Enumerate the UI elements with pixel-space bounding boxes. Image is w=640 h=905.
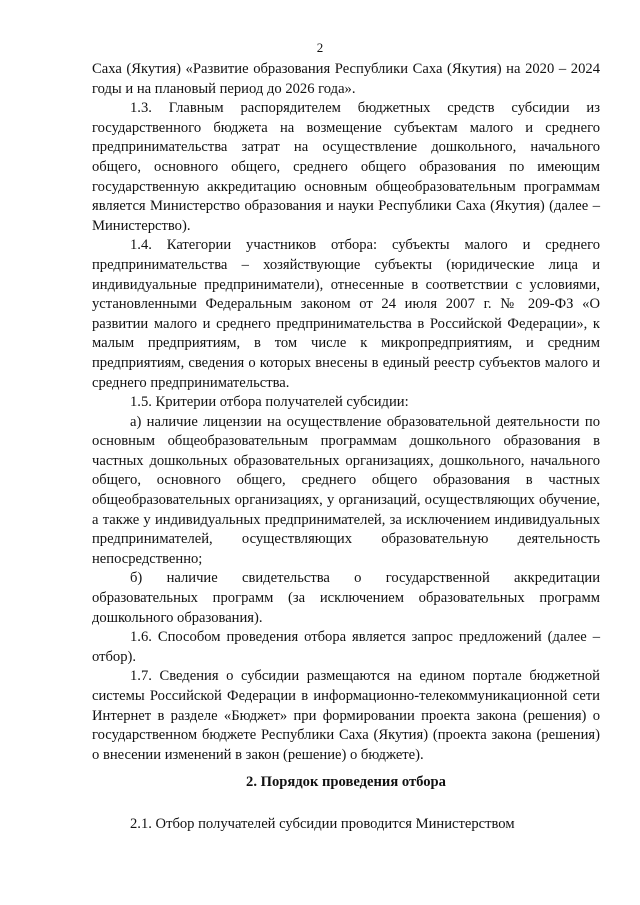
paragraph-continuation: Саха (Якутия) «Развитие образования Республики Саха (Якутия) на 2020 – 2024 годы и на плановый период до 2026 года». [92, 61, 600, 97]
paragraph-1-5: 1.5. Критерии отбора получателей субсидии: [130, 394, 409, 411]
last-paragraph-wrapper [92, 815, 600, 835]
paragraph-1-7: 1.7. Сведения о субсидии размещаются на едином портале бюджетной системы Российской Федерации в информационно-телекоммуникационной сети Интернет в разделе «Бюджет» при формировании проекта закона (решения) о государственном бюджете Республики Саха (Якутия) (проекта закона (решения) о внесении изменений в закон (решение) о бюджете). [92, 668, 600, 763]
paragraph-1-6: 1.6. Способом проведения отбора является запрос предложений (далее – отбор). [92, 629, 600, 665]
paragraph-1-5-b: б) наличие свидетельства о государственной аккредитации образовательных программ (за исключением образовательных программ дошкольного образования). [92, 570, 600, 626]
paragraph-1-3: 1.3. Главным распорядителем бюджетных средств субсидии из государственного бюджета на возмещение субъектам малого и среднего предпринимательства затрат на осуществление дошкольного, начального общего, основного общего, среднего общего образования по имеющим государственную аккредитацию основным общеобразовательным программам является Министерство образования и науки Республики Саха (Якутия) (далее – Министерство). [92, 100, 600, 234]
page-number: 2 [316, 40, 324, 55]
paragraph-1-5-a: а) наличие лицензии на осуществление образовательной деятельности по основным общеобразовательным программам дошкольного образования в частных дошкольных образовательных организациях, дошкольного, начального общего, основного общего, среднего общего образования в частных общеобразовательных организациях, у организаций, осуществляющих обучение, а также у индивидуальных предпринимателей, за исключением индивидуальных предпринимателей, осуществляющих образовательную деятельность непосредственно; [92, 413, 600, 567]
paragraph-1-4: 1.4. Категории участников отбора: субъекты малого и среднего предпринимательства – хозяйствующие субъекты (юридические лица и индивидуальные предприниматели), отнесенные в соответствии с условиями, установленными Федеральным законом от 24 июля 2007 г. № 209-ФЗ «О развитии малого и среднего предпринимательства в Российской Федерации», к малым предприятиям, в том числе к микропредприятиям, и средним предприятиям, сведения о которых внесены в единый реестр субъектов малого и среднего предпринимательства. [92, 237, 600, 391]
paragraph-2-1: 2.1. Отбор получателей субсидии проводится Министерством [130, 816, 515, 832]
document-body [92, 60, 600, 765]
section-heading: 2. Порядок проведения отбора [246, 774, 446, 790]
